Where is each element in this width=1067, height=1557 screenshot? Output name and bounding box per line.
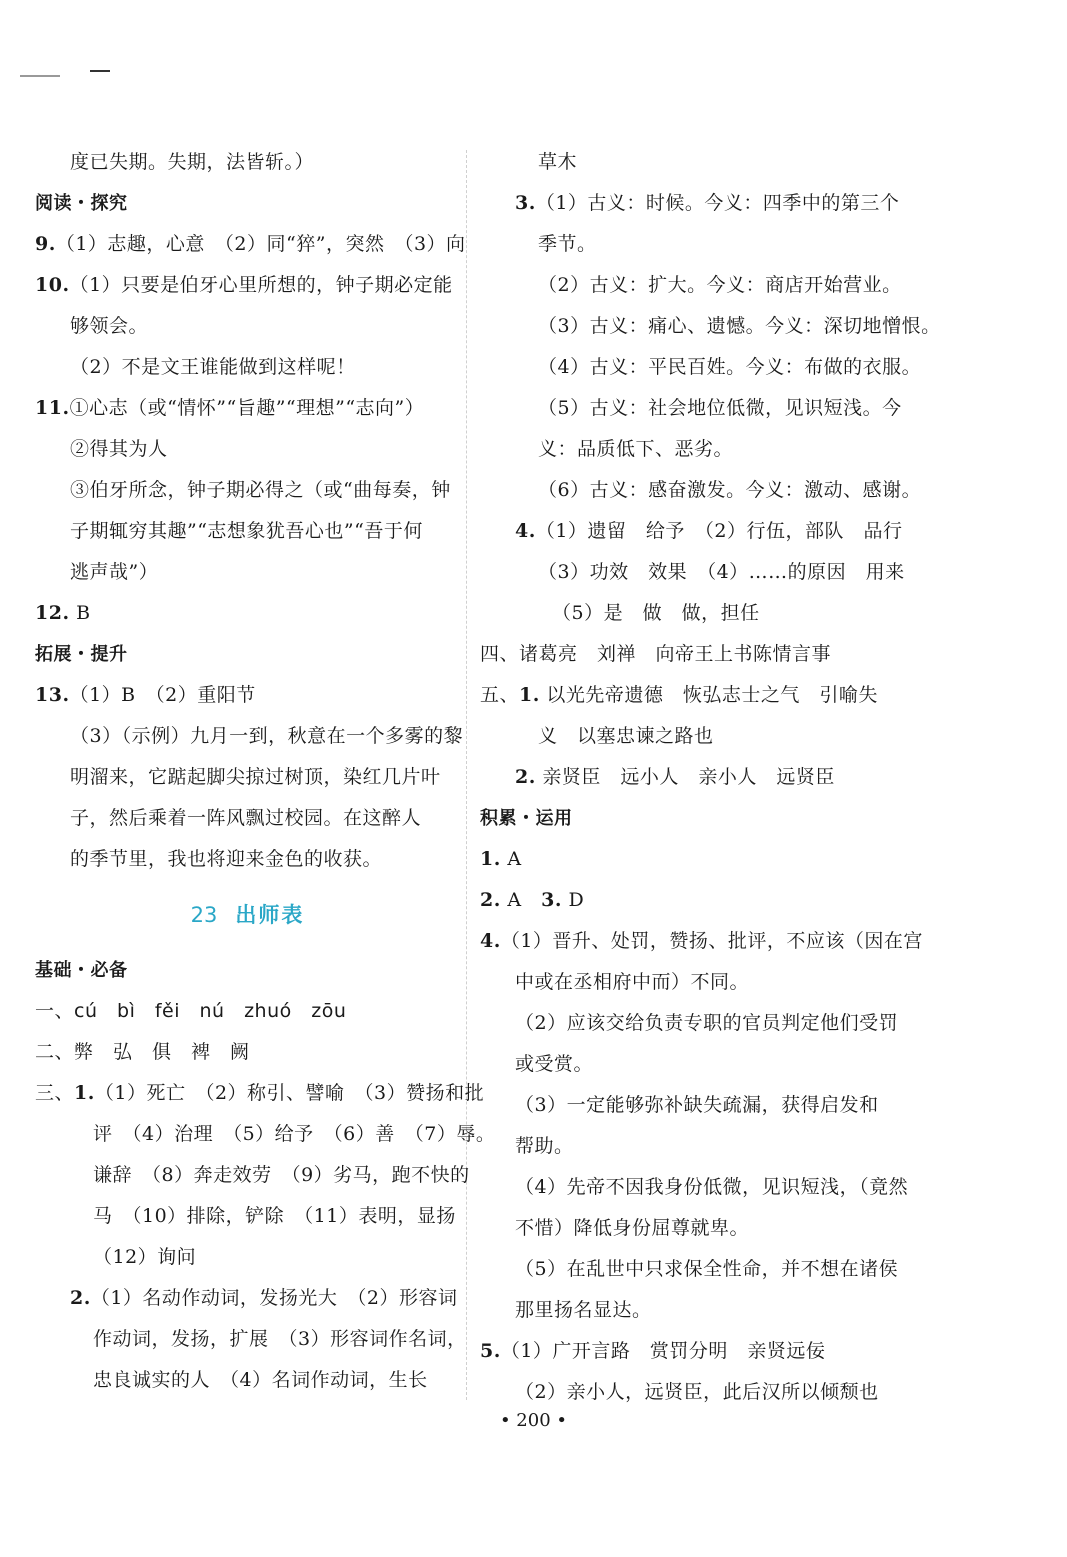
text-line: 义 以塞忠谏之路也: [538, 725, 714, 747]
lesson-title: [35, 880, 460, 950]
answer-text: （1）志趣，心意 （2）同“猝”，突然 （3）向: [55, 233, 466, 255]
sub-item-number: 1.: [519, 684, 540, 706]
item-number: 13.: [35, 684, 70, 706]
answer-text: 亲贤臣 远小人 亲小人 远贤臣: [542, 766, 835, 788]
answer-item: [35, 265, 460, 306]
right-column: [480, 142, 941, 1413]
answer-text: ①心志（或“情怀”“旨趣”“理想”“志向”）: [69, 397, 425, 419]
text-line: 那里扬名显达。: [515, 1299, 652, 1321]
text-line: （3）一定能够弥补缺失疏漏，获得启发和: [515, 1094, 879, 1116]
item-number: 3.: [541, 889, 562, 911]
text-line: 不惜）降低身份屈尊就卑。: [515, 1217, 750, 1239]
answer-item: [480, 880, 900, 921]
text-line: 评 （4）治理 （5）给予 （6）善 （7）辱。: [93, 1123, 496, 1145]
answer-item: [480, 921, 923, 962]
text-line: 的季节里，我也将迎来金色的收获。: [70, 848, 383, 870]
answer-item: [480, 1331, 900, 1372]
item-number: 10.: [35, 274, 70, 296]
answer-item: [480, 839, 900, 880]
scan-mark: [20, 75, 60, 77]
item-number: 五、: [480, 684, 520, 706]
answer-text: （1）遗留 给予 （2）行伍，部队 品行: [535, 520, 903, 542]
text-line: 逃声哉”）: [70, 561, 159, 583]
section-heading: 拓展・提升: [35, 644, 128, 665]
text-line: ③伯牙所念，钟子期必得之（或“曲每奏，钟: [70, 479, 451, 501]
section-heading: 阅读・探究: [35, 193, 128, 214]
text-line: （4）古义：平民百姓。今义：布做的衣服。: [538, 356, 922, 378]
answer-item: [480, 675, 900, 716]
item-number: 1.: [480, 848, 501, 870]
text-line: 或受赏。: [515, 1053, 594, 1075]
answer-text: （1）B （2）重阳节: [69, 684, 256, 706]
answer-text: A: [507, 848, 522, 870]
item-number: 4.: [480, 930, 501, 952]
text-line: 够领会。: [70, 315, 149, 337]
lesson-number: 23: [190, 903, 218, 927]
item-number: 9.: [35, 233, 56, 255]
answer-text: （1）死亡 （2）称引、譬喻 （3）赞扬和批: [94, 1082, 485, 1104]
answer-text: （1）只要是伯牙心里所想的，钟子期必定能: [69, 274, 453, 296]
text-line: （2）古义：扩大。今义：商店开始营业。: [538, 274, 902, 296]
answer-item: [35, 1073, 485, 1114]
text-line: 子期辄穷其趣”“志想象犹吾心也”“吾于何: [70, 520, 423, 542]
answer-text: A: [507, 889, 522, 911]
lesson-name: 出师表: [235, 903, 305, 927]
text-line: 度已失期。失期，法皆斩。）: [70, 151, 315, 173]
text-line: （6）古义：感奋激发。今义：激动、感谢。: [538, 479, 922, 501]
text-line: （2）应该交给负责专职的官员判定他们受罚: [515, 1012, 899, 1034]
column-divider: [466, 150, 467, 1400]
text-line: 子，然后乘着一阵风飘过校园。在这醉人: [70, 807, 422, 829]
item-number: 5.: [480, 1340, 501, 1362]
text-line: （3）古义：痛心、遗憾。今义：深切地憎恨。: [538, 315, 941, 337]
section-heading: 基础・必备: [35, 960, 128, 981]
answer-text: （1）古义：时候。今义：四季中的第三个: [535, 192, 900, 214]
text-line: （12）询问: [93, 1246, 197, 1268]
item-number: 4.: [515, 520, 536, 542]
answer-item: [480, 511, 903, 552]
answer-item: 四、诸葛亮 刘禅 向帝王上书陈情言事: [480, 643, 832, 665]
answer-text: D: [568, 889, 585, 911]
sub-item-number: 1.: [74, 1082, 95, 1104]
text-line: （5）古义：社会地位低微，见识短浅。今: [538, 397, 902, 419]
text-line: （2）不是文王谁能做到这样呢！: [70, 356, 356, 378]
item-number: 3.: [515, 192, 536, 214]
text-line: （4）先帝不因我身份低微，见识短浅，（竟然: [515, 1176, 909, 1198]
text-line: 马 （10）排除，铲除 （11）表明，显扬: [93, 1205, 456, 1227]
text-line: ②得其为人: [70, 438, 168, 460]
page-number: • 200 •: [499, 1410, 568, 1431]
text-line: 谦辞 （8）奔走效劳 （9）劣马，跑不快的: [93, 1164, 470, 1186]
answer-item: [35, 224, 466, 265]
answer-item: [35, 593, 460, 634]
text-line: 义：品质低下、恶劣。: [538, 438, 734, 460]
text-line: 作动词，发扬，扩展 （3）形容词作名词，: [93, 1328, 467, 1350]
text-line: 草木: [538, 151, 578, 173]
answer-item: 二、弊 弘 俱 裨 阙: [35, 1041, 250, 1063]
item-number: 2.: [480, 889, 501, 911]
text-line: 忠良诚实的人 （4）名词作动词，生长: [93, 1369, 428, 1391]
text-line: （3）（示例）九月一到，秋意在一个多雾的黎: [70, 725, 464, 747]
scan-mark: [90, 70, 110, 72]
answer-text: （1）晋升、处罚，赞扬、批评，不应该（因在宫: [500, 930, 923, 952]
text-line: （3）功效 效果 （4）……的原因 用来: [538, 561, 905, 583]
answer-text: （1）广开言路 赏罚分明 亲贤远佞: [500, 1340, 826, 1362]
answer-text: 以光先帝遗德 恢弘志士之气 引喻失: [546, 684, 878, 706]
text-line: （5）是 做 做，担任: [552, 602, 760, 624]
text-line: 帮助。: [515, 1135, 574, 1157]
answer-item: [35, 675, 460, 716]
sub-item-number: 2.: [70, 1287, 91, 1309]
text-line: 中或在丞相府中而）不同。: [515, 971, 750, 993]
section-heading: 积累・运用: [480, 808, 573, 829]
sub-item-number: 2.: [515, 766, 536, 788]
text-line: （5）在乱世中只求保全性命，并不想在诸侯: [515, 1258, 899, 1280]
answer-item: [35, 1278, 460, 1319]
item-number: 一、: [35, 1000, 75, 1022]
answer-text: （1）名动作动词，发扬光大 （2）形容词: [90, 1287, 458, 1309]
pinyin-text: cú bì fěi nú zhuó zōu: [74, 1000, 347, 1022]
item-number: 11.: [35, 397, 70, 419]
item-number: 三、: [35, 1082, 75, 1104]
answer-item: [35, 388, 460, 429]
answer-item: [480, 183, 900, 224]
answer-text: B: [76, 602, 91, 624]
text-line: 明溜来，它踮起脚尖掠过树顶，染红几片叶: [70, 766, 441, 788]
text-line: 季节。: [538, 233, 597, 255]
left-column: [35, 142, 496, 1401]
item-number: 12.: [35, 602, 70, 624]
answer-item: [35, 991, 460, 1032]
answer-item: [480, 757, 900, 798]
text-line: （2）亲小人，远贤臣，此后汉所以倾颓也: [515, 1381, 879, 1403]
